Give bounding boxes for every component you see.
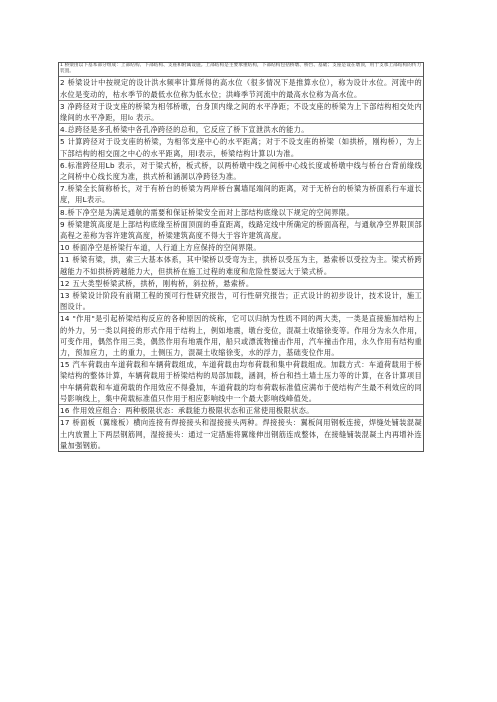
paragraph-design-water-level: 2 桥梁设计中按规定的设计洪水频率计算所得的高水位（很多情况下是推算水位），称为设计水位。河流中的水位是变动的，枯水季节的最低水位称为低水位；洪峰季节河流中的最高水位称为高水位。: [59, 77, 423, 100]
paragraph-standard-span: 6.标准跨径用Lb 表示，对于梁式桥，板式桥，以两桥墩中线之间桥中心线长度或桥墩中线与桥台台背前缘线之间桥中心线长度为准，拱式桥和涵洞以净跨径为准。: [59, 160, 423, 183]
document-page: [58, 62, 424, 452]
paragraph-flange-connection: 17 桥面板（翼缘板）横向连接有焊接接头和湿接接头两种。焊接接头：翼板间用钢板连接，焊缝处铺装混凝土内放置上下两层钢筋网，湿接接头：通过一定措施将翼缘伸出钢筋连成整体，在接缝铺装混凝土内再增补连量加强钢筋。: [60, 418, 422, 450]
header-note: 1 桥梁由以下基本部分组成：上部结构、下部结构、支座和附属设施。上部结构是主要承重结构，下部结构包括桥墩、桥台、基础；支座是设在墩顶，用于支承上部结构的传力装置。: [59, 63, 423, 77]
paragraph-bridge-length: 7.桥梁全长简称桥长，对于有桥台的桥梁为两岸桥台翼墙尾端间的距离，对于无桥台的桥梁为桥面系行车道长度，用L表示。: [59, 183, 423, 206]
paragraph-under-clearance: 8.桥下净空是为满足通航的需要和保证桥梁安全而对上部结构底缘以下规定的空间界限。: [59, 207, 423, 219]
paragraph-clear-span: 3 净跨径对于设支座的桥梁为相邻桥墩，台身顶内缘之间的水平净距；不设支座的桥梁为上下部结构相交处内缘间的水平净距，用l₀ 表示。: [59, 101, 423, 124]
paragraph-total-span: 4.总跨径是多孔桥梁中各孔净跨径的总和，它反应了桥下宣泄洪水的能力。: [59, 124, 423, 136]
paragraph-vehicle-loads: 15 汽车荷载由车道荷载和车辆荷载组成，车道荷载由均布荷载和集中荷载组成。加载方式：车道荷载用于桥梁结构的整体计算，车辆荷载用于桥梁结构的局部加载，涵洞，桥台和挡土墙土压力等的计算，在各计算项目中车辆荷载和车道荷载的作用效应不得叠加，车道荷载的均布荷载标准值应满布于使结构产生最不利效应的同号影响线上，集中荷载标准值只作用于相应影响线中一个最大影响线峰值处。: [59, 359, 423, 405]
paragraph-actions: 14 "作用"是引起桥梁结构反应的各种原因的统称，它可以归纳为性质不同的两大类，一类是直接施加结构上的外力，另一类以间接的形式作用于结构上，例如地震，墩台变位，混凝土收缩徐变等。作用分为永久作用，可变作用，偶然作用三类，偶然作用有地震作用，船只或漂流物撞击作用，汽车撞击作用，永久作用有结构重力，预加应力，土的重力，土侧压力，混凝土收缩徐变，水的浮力，基础变位作用。: [59, 313, 423, 359]
paragraph-load-combination: 16 作用效应组合：两种极限状态：承载能力极限状态和正常使用极限状态。: [59, 405, 423, 417]
paragraph-calculated-span: 5 计算跨径对于设支座的桥梁，为相邻支座中心的水平距离；对于不设支座的桥梁（如拱桥，刚构桥），为上下部结构的相交面之中心的水平距离，用l表示，桥梁结构计算以l为准。: [59, 136, 423, 159]
paragraph-basic-systems: 11 桥梁有梁，拱，索三大基本体系，其中梁桥以受弯为主，拱桥以受压为主，悬索桥以受拉为主。梁式桥跨越能力不如拱桥跨越能力大，但拱桥在施工过程的难度和危险性要远大于梁式桥。: [59, 254, 423, 277]
paragraph-five-types: 12 五大类型桥梁武桥，拱桥，刚构桥，斜拉桥，悬索桥。: [59, 278, 423, 290]
paragraph-design-stages: 13 桥梁设计阶段有前期工程的预可行性研究报告，可行性研究报告；正式设计的初步设计，技术设计，施工图设计。: [59, 290, 423, 313]
paragraph-deck-clearance: 10 桥面净空是桥梁行车道，人行道上方应保持的空间界限。: [59, 242, 423, 254]
paragraph-building-height: 9 桥梁建筑高度是上部结构底缘至桥面顶面的垂直距离，线路定线中所确定的桥面高程，与通航净空界限顶部高程之差称为容许建筑高度，桥梁建筑高度不得大于容许建筑高度。: [59, 219, 423, 242]
